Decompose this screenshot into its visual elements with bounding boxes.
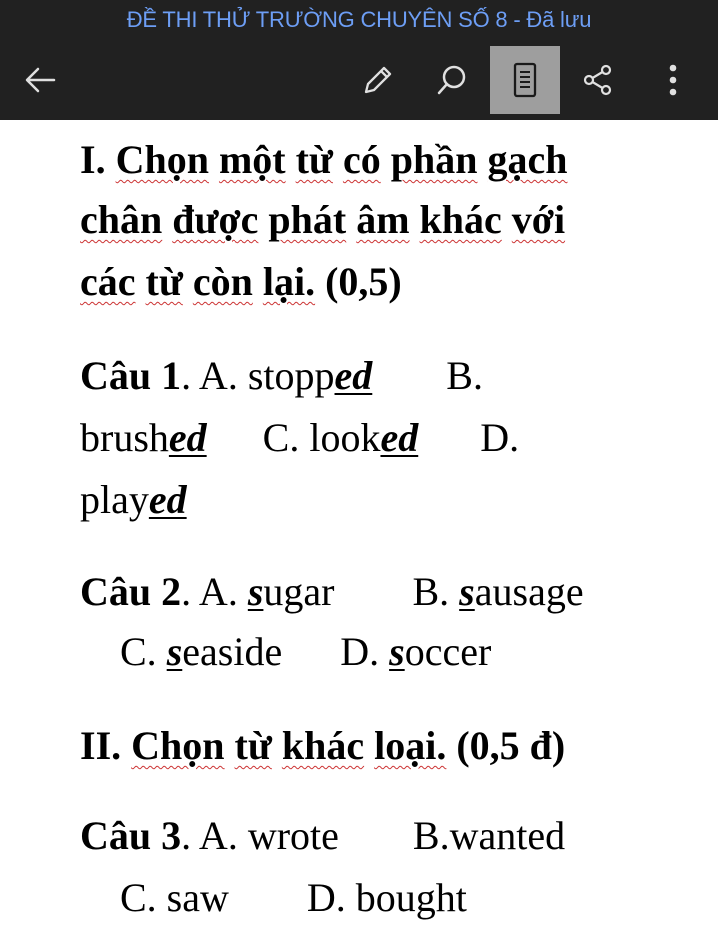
section1-heading-line1: I. Chọn một từ có phần gạch [80, 137, 568, 182]
share-button[interactable] [566, 40, 630, 120]
question2-line2: C. seaside D. soccer [120, 629, 492, 674]
window-title: ĐỀ THI THỬ TRƯỜNG CHUYÊN SỐ 8 - Đã lưu [0, 0, 718, 40]
search-icon [434, 62, 470, 98]
back-arrow-icon [22, 62, 58, 98]
section1-heading-line3: các từ còn lại. (0,5) [80, 259, 402, 304]
share-icon [581, 63, 615, 97]
more-vert-icon [668, 63, 678, 97]
back-button[interactable] [10, 40, 70, 120]
section2-heading: II. Chọn từ khác loại. (0,5 đ) [80, 723, 566, 768]
section1-heading-line2: chân được phát âm khác với [80, 197, 566, 242]
toolbar [0, 40, 718, 120]
more-options-button[interactable] [648, 40, 698, 120]
question2-line1: Câu 2. A. sugar B. sausage [80, 569, 584, 614]
edit-button[interactable] [346, 40, 410, 120]
mobile-view-icon [512, 62, 538, 98]
search-button[interactable] [420, 40, 484, 120]
document-body[interactable] [0, 120, 718, 940]
question1-line1: Câu 1. A. stopped B. [80, 353, 483, 398]
pencil-icon [361, 63, 395, 97]
question3-line2: C. saw D. bought [120, 875, 467, 920]
mobile-view-button[interactable] [490, 40, 560, 120]
question3-line1: Câu 3. A. wrote B.wanted [80, 813, 566, 858]
question1-line3: played [80, 477, 187, 522]
question1-line2: brushed C. looked D. [80, 415, 520, 460]
